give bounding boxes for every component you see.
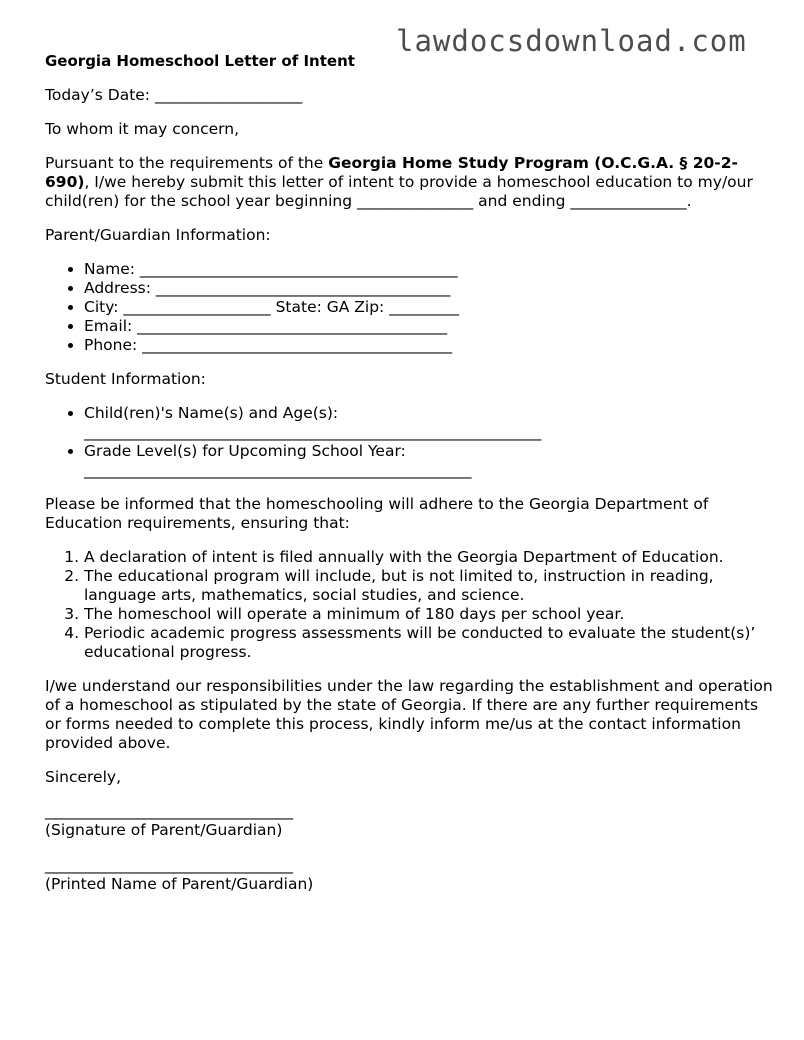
- requirements-list: [45, 548, 775, 662]
- salutation: To whom it may concern,: [45, 120, 239, 138]
- intro-paragraph: [45, 154, 775, 211]
- requirement-item: 2. The educational program will include, but is not limited to, instruction in reading, language arts, mathematics, social studies, and science.: [84, 567, 775, 605]
- parent-name-field: • Name: _________________________________________: [84, 260, 775, 279]
- grade-level-field: [84, 442, 775, 480]
- parent-heading: Parent/Guardian Information:: [45, 226, 271, 244]
- grade-level-label: Grade Level(s) for Upcoming School Year:: [84, 442, 406, 460]
- sign-off: Sincerely,: [45, 768, 122, 786]
- student-names-line: ___________________________________________________________: [84, 423, 542, 441]
- informed-paragraph: Please be informed that the homeschooling will adhere to the Georgia Department of Education requirements, ensuring that:: [45, 495, 709, 532]
- watermark: lawdocsdownload.com: [396, 24, 747, 58]
- letter-document: [45, 52, 775, 910]
- grade-level-line: __________________________________________________: [84, 461, 472, 479]
- student-names-label: Child(ren)'s Name(s) and Age(s):: [84, 404, 339, 422]
- signature-line: ________________________________: [45, 802, 293, 820]
- intro-pre: Pursuant to the requirements of the: [45, 154, 329, 172]
- requirement-item: 1. A declaration of intent is filed annually with the Georgia Department of Education.: [84, 548, 775, 567]
- parent-phone-field: • Phone: ________________________________________: [84, 336, 775, 355]
- intro-post: , I/we hereby submit this letter of intent to provide a homeschool education to my/our child(ren) for the school year beginning _______________ and ending _______________.: [45, 173, 753, 210]
- student-names-field: [84, 404, 775, 442]
- student-heading: Student Information:: [45, 370, 206, 388]
- printed-name-line: ________________________________: [45, 856, 293, 874]
- parent-email-field: • Email: ________________________________________: [84, 317, 775, 336]
- printed-name-label: (Printed Name of Parent/Guardian): [45, 875, 314, 893]
- parent-info-list: [45, 260, 775, 355]
- signature-block: [45, 802, 775, 840]
- student-info-list: [45, 404, 775, 480]
- requirement-item: 3. The homeschool will operate a minimum of 180 days per school year.: [84, 605, 775, 624]
- date-line: Today’s Date: ___________________: [45, 86, 303, 104]
- parent-address-field: • Address: ______________________________________: [84, 279, 775, 298]
- closing-paragraph: I/we understand our responsibilities under the law regarding the establishment and operation of a homeschool as stipulated by the state of Georgia. If there are any further requirements or forms needed to complete this process, kindly inform me/us at the contact information provided above.: [45, 677, 773, 752]
- signature-label: (Signature of Parent/Guardian): [45, 821, 283, 839]
- printed-name-block: [45, 856, 775, 894]
- program-name: Georgia Home Study Program (O.C.G.A. § 20-2-690): [45, 154, 738, 191]
- document-title: Georgia Homeschool Letter of Intent: [45, 52, 355, 70]
- parent-city-state-zip-field: • City: ___________________ State: GA Zip: _________: [84, 298, 775, 317]
- requirement-item: 4. Periodic academic progress assessments will be conducted to evaluate the student(s)’ educational progress.: [84, 624, 775, 662]
